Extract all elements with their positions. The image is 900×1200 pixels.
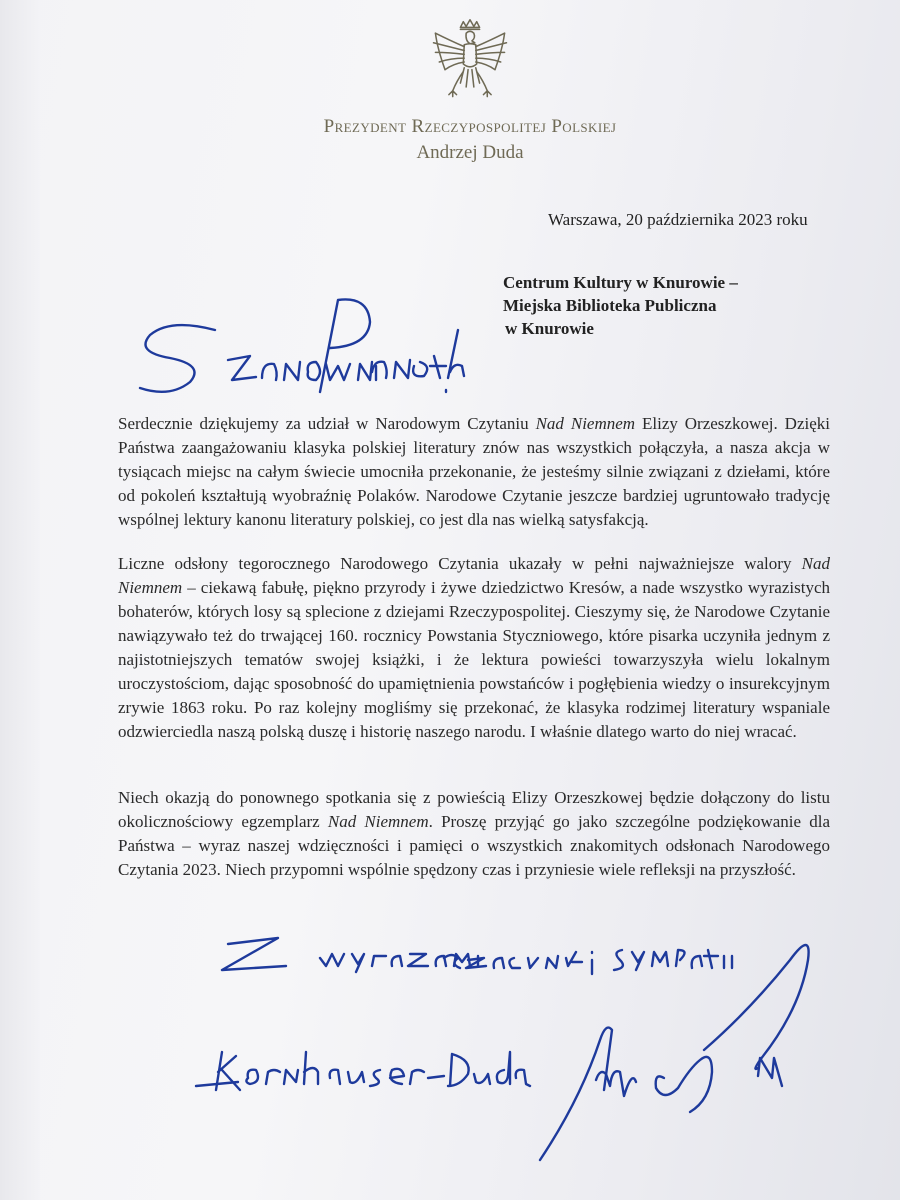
handwritten-signature-kornhauser-duda [196,1052,530,1090]
paragraph-text: Liczne odsłony tegorocznego Narodowego Czytania ukazały w pełni najważniejsze walory [118,554,802,573]
paragraph-text: . Proszę przyjąć go jako szczególne podziękowanie dla Państwa – wyraz naszej wdzięczności i pamięci o wszystkich znakomitych odsłonach Narodowego Czytania 2023. Niech przypomni wspólnie spędzony czas i przyniesie wiele refleksji na przyszłość. [118,812,830,879]
eagle-emblem-icon [422,14,518,110]
handwritten-salutation [140,299,464,392]
letterhead-title: Prezydent Rzeczypospolitej Polskiej [323,116,617,137]
paragraph-text: Niech okazją do ponownego spotkania się z powieścią Elizy Orzeszkowej będzie dołączony do listu okolicznościowy egzemplarz [118,788,830,831]
body-paragraph-2 [118,552,830,744]
recipient-line-3: w Knurowie [505,319,594,338]
recipient-address [503,271,738,340]
paragraph-text: – ciekawą fabułę, piękno przyrody i żywe dziedzictwo Kresów, a nade wszystko wyrazistych bohaterów, których losy są splecione z dziejami Rzeczypospolitej. Cieszymy się, że Narodowe Czytanie nawiązywało też do trwającej 160. rocznicy Powstania Styczniowego, które pisarka uczyniła jednym z najistotniejszych tematów swojej książki, i że lektura powieści towarzyszyła wielu lokalnym uroczystościom, dając sposobność do upamiętnienia powstańców i pogłębienia wiedzy o insurekcyjnym zrywie 1863 roku. Po raz kolejny mogliśmy się przekonać, że klasyka rodzimej literatury wspaniale odzwierciedla naszą polską duszę i historię naszego narodu. I właśnie dlatego warto do niej wracać. [118,578,830,741]
letterhead-name: Andrzej Duda [416,142,524,163]
book-title: Nad Niemnem [327,812,429,831]
book-title: Nad Niemnem [118,554,830,597]
book-title: Nad Niemnem [535,414,636,433]
paper-shadow-edge [0,0,40,1200]
body-paragraph-1 [118,412,830,532]
recipient-line-2: Miejska Biblioteka Publiczna [503,296,717,315]
handwritten-signature-president [540,945,809,1160]
handwritten-closing [222,938,732,974]
letter-date: Warszawa, 20 października 2023 roku [548,210,808,229]
body-paragraph-3 [118,786,830,882]
recipient-line-1: Centrum Kultury w Knurowie – [503,273,738,292]
paragraph-text: Serdecznie dziękujemy za udział w Narodowym Czytaniu [118,414,536,433]
paragraph-text: Elizy Orzeszkowej. Dzięki Państwa zaangażowaniu klasyka polskiej literatury znów nas wszystkich połączyła, a nasza akcja w tysiącach miejsc na całym świecie umocniła przekonanie, że jesteśmy silnie związani z dziełami, które od pokoleń kształtują wyobraźnię Polaków. Narodowe Czytanie jeszcze bardziej ugruntowało tradycję wspólnej lektury kanonu literatury polskiej, co jest dla nas wielką satysfakcją. [118,414,830,529]
